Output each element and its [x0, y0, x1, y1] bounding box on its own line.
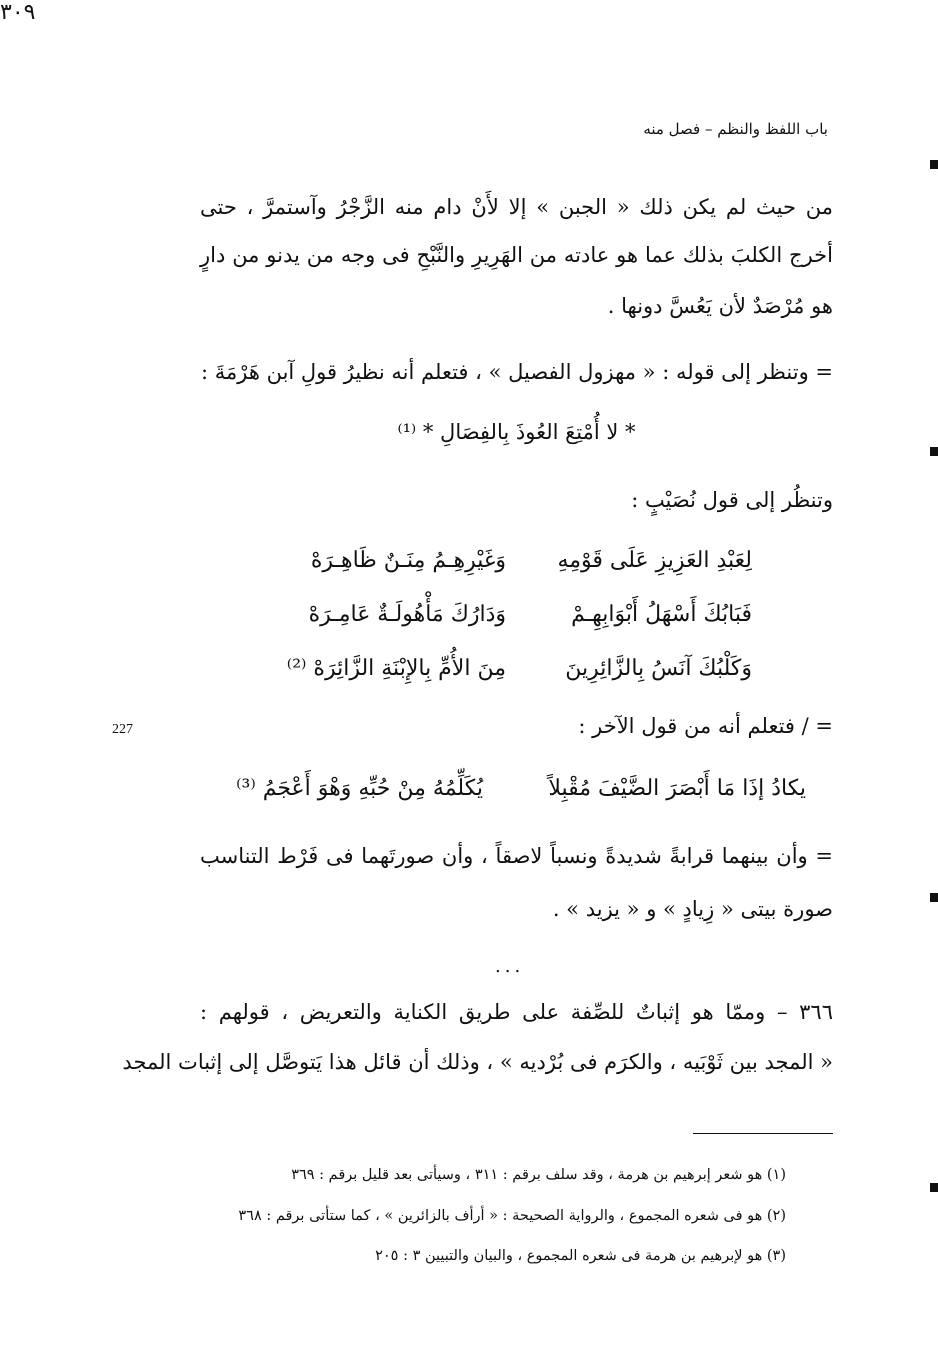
poem-1-verse-3-second: مِنَ الأُمِّ بِالإِبْنَةِ الزَّائِرَهْ ⁽²⁾	[286, 656, 506, 681]
margin-page-reference: 227	[112, 722, 133, 737]
paragraph-1-line-3: هو مُرْصَدٌ لأن يَعُسَّ دونها .	[607, 294, 833, 318]
footnote-divider	[693, 1133, 833, 1134]
scan-edge-mark	[930, 1183, 938, 1192]
poem-1-verse-1-first: لِعَبْدِ العَزِيزِ عَلَى قَوْمِهِ	[557, 548, 752, 573]
footnote-2: (٢) هو فى شعره المجموع ، والرواية الصحيحة : « أرأف بالزائرين » ، كما ستأتى برقم : ٣٦٨	[238, 1208, 786, 1224]
paragraph-3-intro: وتنظُر إلى قول نُصَيْبٍ :	[631, 488, 833, 512]
paragraph-5-line-2: صورة بيتى « زِيادٍ » و « يزيد » .	[552, 897, 833, 921]
paragraph-6-line-1: ٣٦٦ – وممّا هو إثباتٌ للصِّفة على طريق الكناية والتعريض ، قولهم :	[200, 1000, 833, 1024]
paragraph-1-line-1: من حيث لم يكن ذلك « الجبن » إلا لأَنْ دام منه الزَّجْرُ وآستمرَّ ، حتى	[200, 195, 833, 219]
section-separator: ...	[495, 956, 525, 977]
running-header: باب اللفظ والنظم – فصل منه	[643, 120, 828, 138]
scan-edge-mark	[930, 160, 938, 169]
poem-1-verse-2-second: وَدَارُكَ مَأْهُولَـةٌ عَامِـرَهْ	[308, 602, 506, 627]
scan-edge-mark	[930, 893, 938, 902]
poem-1-verse-1-second: وَغَيْرِهِـمُ مِنَـنٌ ظَاهِـرَهْ	[310, 548, 506, 573]
page-number: ٣٠٩	[0, 0, 36, 25]
paragraph-4-intro: = / فتعلم أنه من قول الآخر :	[578, 714, 833, 738]
footnote-1: (١) هو شعر إبرهيم بن هرمة ، وقد سلف برقم : ٣١١ ، وسيأتى بعد قليل برقم : ٣٦٩	[291, 1167, 786, 1183]
paragraph-6-line-2: « المجد بين ثَوْبَيه ، والكرَم فى بُرْديه » ، وذلك أن قائل هذا يَتوصَّل إلى إثبات المجد	[122, 1050, 833, 1074]
poem-2-second-hemistich: يُكَلِّمُهُ مِنْ حُبِّهِ وَهْوَ أَعْجَمُ ⁽³⁾	[236, 776, 483, 801]
poem-1-verse-2-first: فَبَابُكَ أَسْهَلُ أَبْوَابِهِـمْ	[571, 602, 752, 627]
quoted-hemistich: * لا أُمْتِعَ العُوذَ بِالفِصَالِ * ⁽¹⁾	[397, 420, 636, 444]
paragraph-1-line-2: أخرج الكلبَ بذلك عما هو عادته من الهَرِيرِ والنَّبْحِ فى وجه من يدنو من دارٍ	[200, 243, 833, 267]
poem-2-first-hemistich: يكادُ إذَا مَا أَبْصَرَ الضَّيْفَ مُقْبِلاً	[548, 776, 806, 801]
poem-1-verse-3-first: وَكَلْبُكَ آنَسُ بِالزَّائِرِينَ	[565, 656, 752, 681]
paragraph-2-line-1: = وتنظر إلى قوله : « مهزول الفصيل » ، فتعلم أنه نظيرُ قولِ آبن هَرْمَةَ :	[200, 360, 833, 384]
footnote-3: (٣) هو لإبرهيم بن هرمة فى شعره المجموع ، والبيان والتبيين ٣ : ٢٠٥	[375, 1248, 786, 1264]
paragraph-5-line-1: = وأن بينهما قرابةً شديدةً ونسباً لاصقاً ، وأن صورتَهما فى فَرْط التناسب	[200, 844, 833, 868]
scan-edge-mark	[930, 447, 938, 456]
